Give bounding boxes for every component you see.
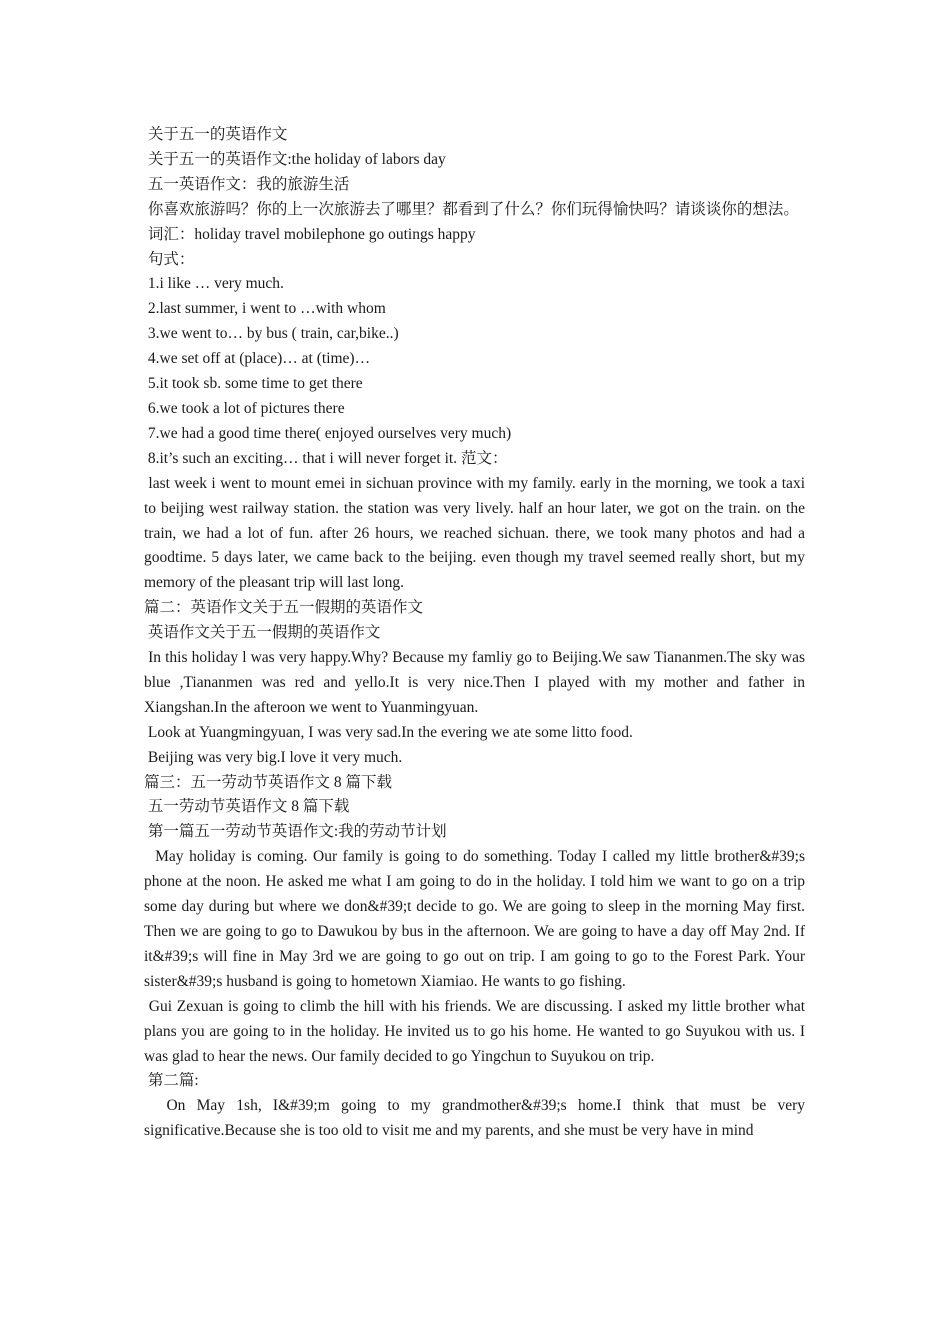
doc-title: 关于五一的英语作文 — [144, 126, 288, 143]
section-two-line: Look at Yuangmingyuan, I was very sad.In the evering we ate some litto food. — [144, 723, 633, 741]
sample-essay-paragraph: last week i went to mount emei in sichuan province with my family. early in the morning, we took a taxi to beijing west railway station. the station was very lively. half an hour later, we got on the train. on the train, we had a lot of fun. after 26 hours, we reached sichuan. there, we took many photos and had a goodtime. 5 days later, we came back to the beijing. even though my travel seemed really short, but my memory of the pleasant trip will last long. — [144, 474, 809, 592]
essay-two-paragraph: On May 1sh, I&#39;m going to my grandmother&#39;s home.I think that must be very significative.Because she is too old to visit me and my parents, and she must be very have in mind — [144, 1097, 809, 1140]
section-two-title: 英语作文关于五一假期的英语作文 — [144, 624, 381, 642]
prompt-paragraph: 你喜欢旅游吗？你的上一次旅游去了哪里？都看到了什么？你们玩得愉快吗？请谈谈你的想法。 — [144, 200, 799, 218]
essay-one-paragraph: May holiday is coming. Our family is going to do something. Today I called my little brother&#39;s phone at the noon. He asked me what I am going to do in the holiday. I told him we want to go on a trip some day during but where we don&#39;t decide to go. We are going to sleep in the morning May first. Then we are going to go to Dawukou by bus in the afternoon. We are going to have a day off May 2nd. If it&#39;s will fine in May 3rd we are going to go out on trip. I am going to go to the Forest Park. Your sister&#39;s husband is going to hometown Xiamiao. He wants to go fishing. — [144, 848, 809, 990]
section-two-line: Beijing was very big.I love it very much. — [144, 748, 403, 766]
pattern-item: 2.last summer, i went to …with whom — [144, 300, 386, 318]
document-body — [144, 123, 809, 1144]
section-three-heading: 篇三：五一劳动节英语作文 8 篇下载 — [144, 773, 393, 791]
section-heading: 五一英语作文：我的旅游生活 — [144, 175, 350, 193]
pattern-item: 8.it’s such an exciting… that i will never forget it. 范文： — [144, 449, 508, 467]
section-two-paragraph: In this holiday l was very happy.Why? Because my famliy go to Beijing.We saw Tiananmen.The sky was blue ,Tiananmen was red and yello.It is very nice.Then I played with my mother and father in Xiangshan.In the afteroon we went to Yuanmingyuan. — [144, 649, 809, 716]
section-three-title: 五一劳动节英语作文 8 篇下载 — [144, 798, 350, 816]
sentence-patterns-label: 句式： — [144, 250, 195, 268]
essay-one-paragraph: Gui Zexuan is going to climb the hill with his friends. We are discussing. I asked my little brother what plans you are going to in the holiday. He invited us to go his home. He wanted to go Suyukou with us. I was glad to hear the news. Our family decided to go Yingchun to Suyukou on trip. — [144, 997, 809, 1065]
essay-one-title: 第一篇五一劳动节英语作文:我的劳动节计划 — [144, 823, 447, 841]
section-two-heading: 篇二：英语作文关于五一假期的英语作文 — [144, 599, 424, 617]
doc-subtitle: 关于五一的英语作文:the holiday of labors day — [144, 150, 446, 168]
pattern-item: 7.we had a good time there( enjoyed ourselves very much) — [144, 424, 512, 442]
vocabulary-line: 词汇：holiday travel mobilephone go outings happy — [144, 225, 476, 243]
pattern-item: 4.we set off at (place)… at (time)… — [144, 350, 371, 368]
pattern-item: 1.i like … very much. — [144, 275, 284, 293]
pattern-item: 6.we took a lot of pictures there — [144, 399, 345, 417]
pattern-item: 5.it took sb. some time to get there — [144, 375, 363, 393]
pattern-item: 3.we went to… by bus ( train, car,bike..) — [144, 325, 399, 343]
essay-two-title: 第二篇: — [144, 1072, 199, 1090]
